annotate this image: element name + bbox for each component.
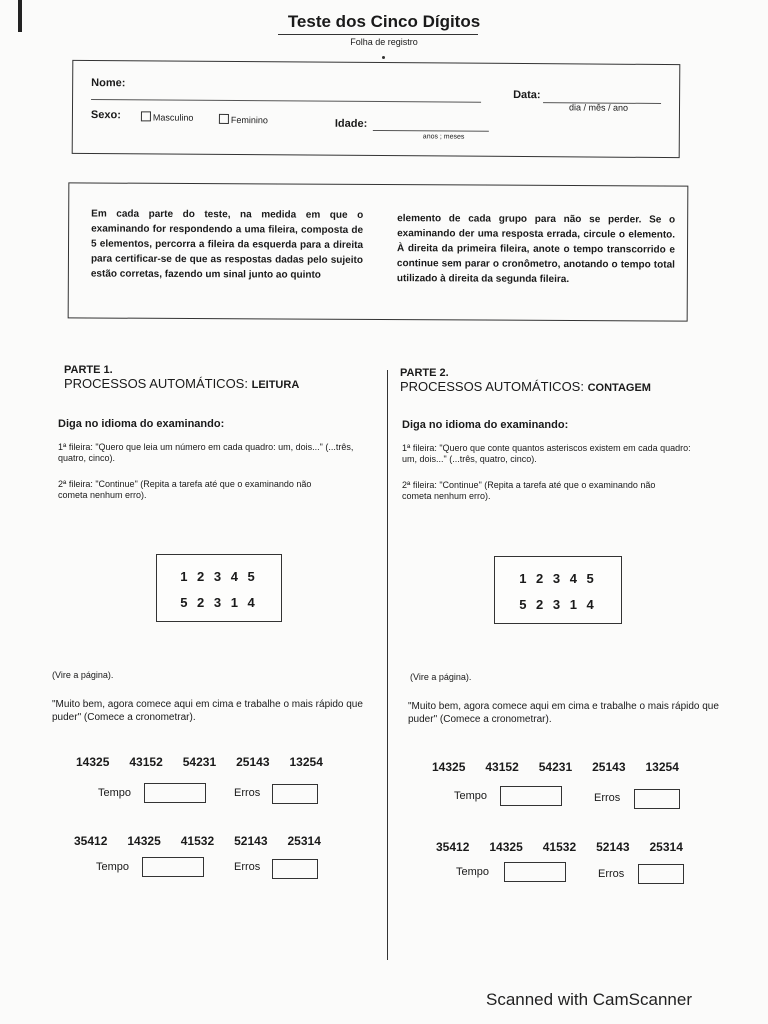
part-1-label: PARTE 1. [64, 364, 113, 376]
part-2-row2-instruction: 2ª fileira: "Continue" (Repita a tarefa até que o examinando não cometa nenhum erro). [402, 480, 656, 501]
sequence-item: 35412 [74, 834, 108, 848]
part-1-errors-label-2: Erros [234, 861, 261, 873]
male-option-label: Masculino [152, 112, 194, 123]
male-option[interactable] [141, 111, 194, 122]
sequence-item: 14325 [127, 834, 161, 848]
part-2-process-name: CONTAGEM [587, 382, 651, 394]
part-2-example-row1: 1 2 3 4 5 [519, 571, 597, 586]
sequence-item: 13254 [645, 760, 679, 774]
part-2-example-box [494, 556, 622, 624]
part-1-row1-instruction: 1ª fileira: "Quero que leia um número em cada quadro: um, dois..." (...três, quatro, cinco). [58, 442, 354, 463]
part-1-example-row2: 5 2 3 1 4 [180, 595, 258, 610]
sequence-item: 25143 [236, 755, 270, 769]
page-subtitle: Folha de registro [350, 37, 418, 47]
part-1-turn-page: (Vire a página). [52, 670, 114, 680]
sequence-item: 54231 [182, 755, 217, 769]
age-label: Idade: [334, 117, 368, 130]
part-1-row2-instruction: 2ª fileira: "Continue" (Repita a tarefa até que o examinando não cometa nenhum erro). [58, 479, 312, 500]
page-title: Teste dos Cinco Dígitos [287, 12, 481, 31]
part-1-process-name: LEITURA [251, 379, 300, 391]
sequence-item: 41532 [542, 840, 577, 854]
part-2-errors-box-2[interactable] [638, 864, 684, 884]
part-1-say-label: Diga no idioma do examinando: [58, 418, 225, 430]
sequence-item: 25314 [287, 834, 321, 848]
sequence-item: 43152 [129, 755, 163, 769]
sequence-item: 25143 [592, 760, 626, 774]
title-underline [278, 34, 478, 35]
sequence-item: 35412 [436, 840, 470, 854]
female-checkbox[interactable] [219, 114, 229, 124]
part-1-start-instruction: "Muito bem, agora comece aqui em cima e trabalhe o mais rápido que puder" (Comece a cronometrar). [52, 699, 363, 723]
part-2-errors-label-1: Erros [594, 792, 621, 804]
part-2-header [400, 367, 720, 395]
scanner-watermark: Scanned with CamScanner [485, 990, 692, 1009]
part-2-example-row2: 5 2 3 1 4 [519, 597, 597, 612]
name-label: Nome: [91, 77, 126, 90]
part-2-sequence-2 [436, 840, 683, 854]
sequence-item: 14325 [489, 840, 523, 854]
part-2-time-label-1: Tempo [454, 790, 488, 802]
part-2-errors-box-1[interactable] [634, 789, 680, 809]
part-1-errors-label-1: Erros [234, 787, 261, 799]
scan-dot [382, 56, 385, 59]
part-2-sequence-1 [432, 760, 679, 774]
sequence-item: 14325 [76, 755, 110, 769]
part-2-time-box-1[interactable] [500, 786, 562, 806]
part-1-time-box-2[interactable] [142, 857, 204, 877]
part-1-process [64, 377, 374, 392]
part-2-label: PARTE 2. [400, 367, 449, 379]
sequence-item: 13254 [289, 755, 323, 769]
part-1-time-box-1[interactable] [144, 783, 206, 803]
name-field-line[interactable] [91, 99, 481, 103]
sequence-item: 52143 [596, 840, 630, 854]
sequence-item: 54231 [538, 760, 573, 774]
column-divider [387, 370, 388, 960]
part-1-time-label-2: Tempo [96, 861, 130, 873]
sequence-item: 52143 [234, 834, 268, 848]
part-1-process-prefix: PROCESSOS AUTOMÁTICOS: [64, 376, 248, 391]
personal-info-box [72, 60, 681, 158]
part-2-errors-label-2: Erros [598, 868, 625, 880]
male-checkbox[interactable] [141, 111, 151, 121]
part-1-example-row1: 1 2 3 4 5 [180, 569, 258, 584]
part-2-time-label-2: Tempo [456, 866, 490, 878]
part-2-start-instruction: "Muito bem, agora comece aqui em cima e trabalhe o mais rápido que puder" (Comece a cronometrar). [408, 701, 719, 725]
part-2-row1-instruction: 1ª fileira: "Quero que conte quantos asteriscos existem em cada quadro: um, dois..." (...três, quatro, cinco). [402, 443, 691, 464]
part-2-process-prefix: PROCESSOS AUTOMÁTICOS: [400, 379, 584, 394]
part-1-errors-box-1[interactable] [272, 784, 318, 804]
part-1-header [64, 364, 374, 392]
sequence-item: 14325 [432, 760, 466, 774]
age-field-line[interactable] [373, 130, 489, 132]
part-2-say-label: Diga no idioma do examinando: [402, 419, 569, 431]
part-1-sequence-2 [74, 834, 321, 848]
sequence-item: 41532 [180, 834, 215, 848]
part-1-sequence-1 [76, 755, 323, 769]
date-hint: dia / mês / ano [568, 102, 629, 113]
sequence-item: 43152 [485, 760, 519, 774]
sequence-item: 25314 [649, 840, 683, 854]
instructions-box [68, 182, 689, 321]
part-2-process [400, 380, 720, 395]
age-hint: anos ; meses [422, 133, 465, 141]
instructions-left: Em cada parte do teste, na medida em que o examinando for respondendo a uma fileira, composta de 5 elementos, percorra a fileira da esquerda para a direita para certificar-se de que as respostas dadas pelo sujeito estão corretas, fazendo um sinal junto ao quinto [90, 208, 364, 281]
part-1-example-box [156, 554, 282, 622]
instructions-right: elemento de cada grupo para não se perder. Se o examinando der uma resposta errada, circule o elemento. À direita da primeira fileira, anote o tempo transcorrido e continue sem parar o cronômetro, anotando o tempo total utilizado à direita da segunda fileira. [396, 213, 676, 286]
part-2-turn-page: (Vire a página). [410, 672, 472, 682]
female-option[interactable] [219, 114, 268, 125]
date-label: Data: [513, 88, 541, 102]
sex-label: Sexo: [90, 109, 121, 122]
part-1-time-label-1: Tempo [98, 787, 132, 799]
female-option-label: Feminino [230, 114, 268, 126]
part-2-time-box-2[interactable] [504, 862, 566, 882]
part-1-errors-box-2[interactable] [272, 859, 318, 879]
